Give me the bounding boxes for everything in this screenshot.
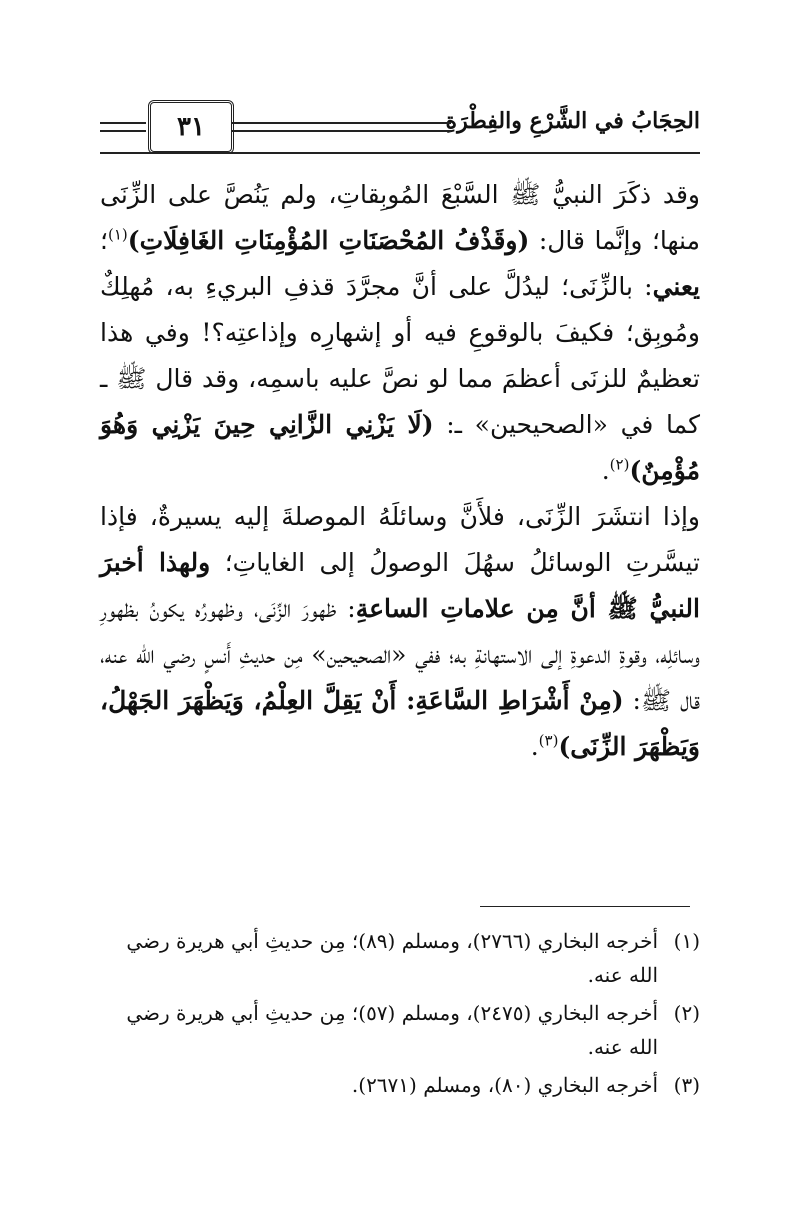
para2-text-2: : ظهورَ الزِّنَى، وظهورُه يكونُ بظهورِ وسائلِه، وقوةِ الدعوةِ إلى الاستهانةِ به؛ ففي «الصحيحين» مِن حديثِ أَنسٍ رضي الله عنه، قال ﷺ: [100, 594, 700, 715]
footnote-divider [480, 906, 690, 907]
footnotes [100, 924, 700, 1106]
footnote-item [100, 924, 700, 992]
header-rule-right [231, 122, 451, 132]
footnote-mark: (٢) [673, 1001, 700, 1025]
footnote-text: أخرجه البخاري (٨٠)، ومسلم (٢٦٧١). [351, 1073, 658, 1097]
footnote-mark: (٣) [673, 1073, 700, 1097]
paragraph-2 [100, 494, 700, 770]
footnote-text: أخرجه البخاري (٢٧٦٦)، ومسلم (٨٩)؛ مِن حديثِ أبي هريرة رضي الله عنه. [126, 929, 658, 987]
para1-text-3: : بالزِّنَى؛ ليدُلَّ على أنَّ مجرَّدَ قذفِ البريءِ به، مُهلِكٌ ومُوبِق؛ فكيفَ بالوقوعِ فيه أو إشهارِه وإذاعتِه؟! وفي هذا تعظيمٌ للزنَى أعظمَ مما لو نصَّ عليه باسمِه، وقد قال ﷺ ـ كما في «الصحيحين» ـ: [100, 272, 700, 439]
para2-bold-phrase: ولهذا أخبرَ النبيُّ ﷺ أنَّ مِن علاماتِ الساعةِ [100, 548, 700, 623]
footnote-item [100, 996, 700, 1064]
page-number-frame [148, 100, 234, 154]
footnote-text: أخرجه البخاري (٢٤٧٥)، ومسلم (٥٧)؛ مِن حديثِ أبي هريرة رضي الله عنه. [126, 1001, 658, 1059]
para2-text-3: . [530, 732, 539, 761]
footnote-ref-3[interactable]: (٣) [538, 731, 559, 750]
page-header [100, 100, 700, 158]
para1-text-4: . [601, 456, 610, 485]
para1-hadith-quote-2: (لَا يَزْنِي الزَّانِي حِينَ يَزْنِي وَهُوَ مُؤْمِنٌ) [100, 410, 700, 485]
para2-hadith-quote: (مِنْ أَشْرَاطِ السَّاعَةِ: أَنْ يَقِلَّ العِلْمُ، وَيَظْهَرَ الجَهْلُ، وَيَظْهَرَ الزِّنَى) [100, 686, 700, 761]
para1-text-1: وقد ذكَرَ النبيُّ ﷺ السَّبْعَ المُوبِقاتِ، ولم يَنُصَّ على الزِّنَى منها؛ وإنَّما قال: [100, 180, 700, 255]
main-text [100, 172, 700, 770]
page-number: ٣١ [177, 112, 205, 142]
para1-keyword: يعني [652, 272, 700, 301]
para1-text-2: ؛ [100, 226, 108, 255]
header-underline [100, 152, 700, 154]
footnote-mark: (١) [673, 929, 700, 953]
paragraph-1 [100, 172, 700, 494]
footnote-item [100, 1068, 700, 1102]
running-title: الحِجَابُ في الشَّرْعِ والفِطْرَةِ [445, 108, 700, 134]
para1-hadith-quote-1: (وقَذْفُ المُحْصَنَاتِ المُؤْمِنَاتِ الغَافِلَاتِ) [127, 226, 530, 255]
footnote-ref-1[interactable]: (١) [107, 225, 128, 244]
para2-text-1: وإذا انتشَرَ الزِّنَى، فلأَنَّ وسائلَهُ الموصلةَ إليه يسيرةٌ، فإذا تيسَّرتِ الوسائلُ سهُلَ الوصولُ إلى الغاياتِ؛ [100, 502, 700, 577]
header-rule-left [100, 122, 146, 132]
footnote-ref-2[interactable]: (٢) [609, 455, 630, 474]
